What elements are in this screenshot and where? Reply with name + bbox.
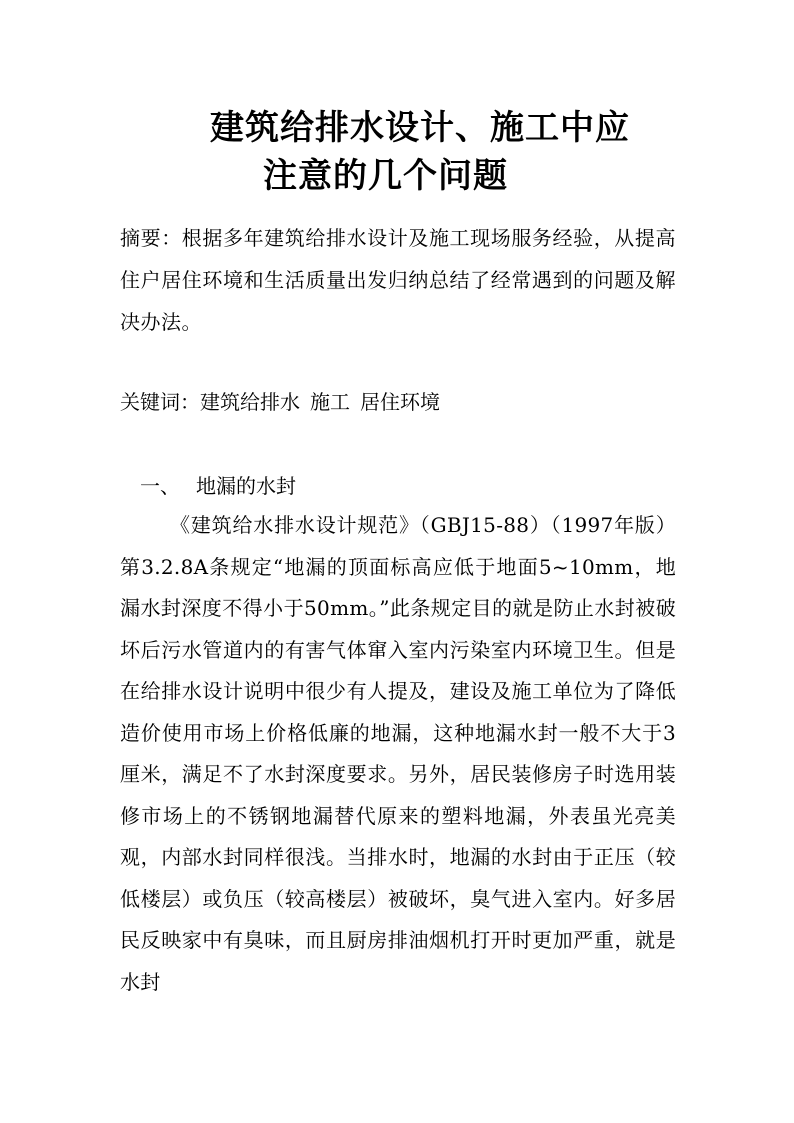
keyword-item: 施工	[310, 390, 350, 414]
abstract-paragraph: 摘要：根据多年建筑给排水设计及施工现场服务经验，从提高住户居住环境和生活质量出发归纳总结了经常遇到的问题及解决办法。	[120, 226, 676, 334]
document-title-line-1: 建筑给排水设计、施工中应	[210, 108, 630, 148]
keywords-label: 关键词：	[120, 390, 200, 414]
document-title-line-2: 注意的几个问题	[263, 156, 508, 196]
keyword-item: 居住环境	[360, 390, 440, 414]
section-paragraph: 《建筑给水排水设计规范》（GBJ15-88）（1997年版）第3.2.8A条规定“地漏的顶面标高应低于地面5~10mm，地漏水封深度不得小于50mm。”此条规定目的就是防止水封被破坏后污水管道内的有害气体窜入室内污染室内环境卫生。但是在给排水设计说明中很少有人提及，建设及施工单位为了降低造价使用市场上价格低廉的地漏，这种地漏水封一般不大于3厘米，满足不了水封深度要求。另外，居民装修房子时选用装修市场上的不锈钢地漏替代原来的塑料地漏，外表虽光亮美观，内部水封同样很浅。当排水时，地漏的水封由于正压（较低楼层）或负压（较高楼层）被破坏，臭气进入室内。好多居民反映家中有臭味，而且厨房排油烟机打开时更加严重，就是水封	[120, 513, 676, 994]
section-title: 地漏的水封	[196, 474, 296, 498]
keyword-item: 建筑给排水	[200, 390, 300, 414]
section-number: 一、	[140, 474, 180, 498]
keywords-line	[120, 381, 680, 423]
section-heading	[140, 465, 296, 507]
